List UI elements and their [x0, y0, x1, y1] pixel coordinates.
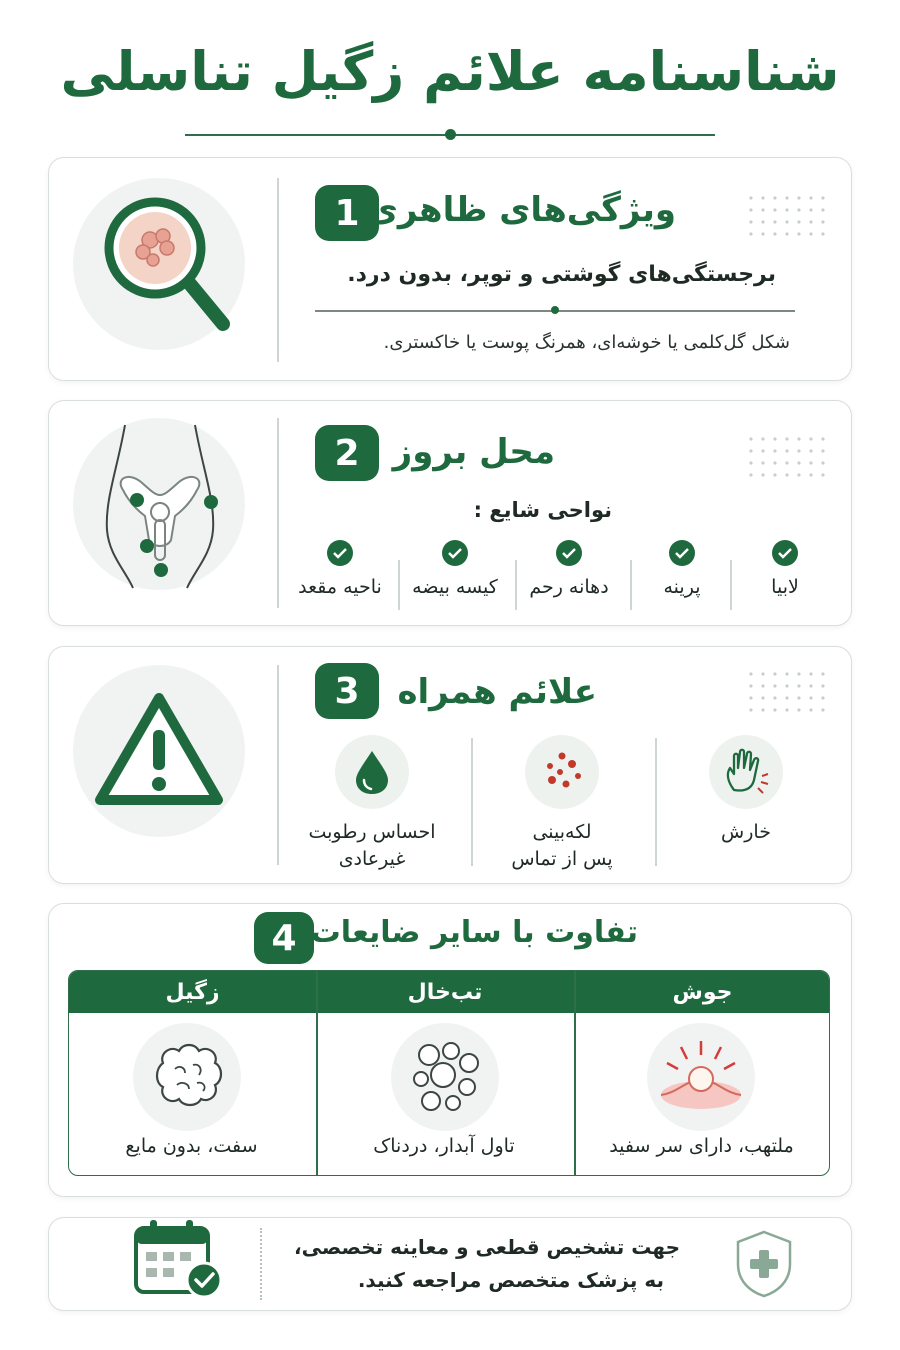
- table-header-cell: زگیل: [165, 979, 220, 1005]
- location-item: لابیا: [730, 540, 840, 598]
- title-divider-dot: [445, 129, 456, 140]
- location-item: ناحیه مقعد: [285, 540, 395, 598]
- section-title: علائم همراه: [397, 672, 597, 712]
- hand-itch-icon: [709, 735, 783, 809]
- section-number-badge: 2: [315, 425, 379, 481]
- appearance-lead-text: برجستگی‌های گوشتی و توپر، بدون درد.: [347, 262, 776, 287]
- calendar-check-icon: [132, 1218, 228, 1304]
- dots-decoration: [745, 433, 829, 483]
- table-cell-description: ملتهب، دارای سر سفید: [609, 1135, 794, 1157]
- section-number-badge: 1: [315, 185, 379, 241]
- check-icon: [442, 540, 468, 566]
- appearance-detail-text: شکل گل‌کلمی یا خوشه‌ای، همرنگ پوست یا خاکستری.: [383, 332, 790, 353]
- dots-decoration: [745, 668, 829, 718]
- symptom-divider: [655, 738, 657, 866]
- symptom-divider: [471, 738, 473, 866]
- page-title: شناسنامه علائم زگیل تناسلی: [60, 40, 840, 103]
- footer-text-line1: جهت تشخیص قطعی و معاینه تخصصی،: [293, 1235, 680, 1259]
- section-number-badge: 3: [315, 663, 379, 719]
- pelvis-icon: [95, 420, 225, 590]
- wart-icon: [133, 1023, 241, 1131]
- magnifier-icon: [95, 192, 235, 342]
- table-cell-description: تاول آبدار، دردناک: [373, 1135, 515, 1157]
- location-item: پرینه: [627, 540, 737, 598]
- section-title: تفاوت با سایر ضایعات: [310, 915, 638, 950]
- section-title: محل بروز: [392, 432, 555, 472]
- check-icon: [556, 540, 582, 566]
- card-divider: [277, 178, 279, 362]
- table-header-cell: تب‌خال: [407, 979, 483, 1005]
- pimple-icon: [647, 1023, 755, 1131]
- check-icon: [772, 540, 798, 566]
- section-title: ویژگی‌های ظاهری: [366, 190, 676, 230]
- check-icon: [327, 540, 353, 566]
- footer-text-line2: به پزشک متخصص مراجعه کنید.: [357, 1268, 664, 1292]
- location-item-divider: [515, 560, 517, 610]
- location-item-divider: [398, 560, 400, 610]
- table-cell-description: سفت، بدون مایع: [125, 1135, 258, 1157]
- card-divider: [277, 418, 279, 608]
- warning-icon: [92, 690, 226, 810]
- blister-icon: [391, 1023, 499, 1131]
- check-icon: [669, 540, 695, 566]
- shield-plus-icon: [733, 1228, 795, 1300]
- spots-icon: [525, 735, 599, 809]
- symptom-item: خارش: [666, 735, 826, 846]
- droplet-icon: [335, 735, 409, 809]
- symptom-item: لکه‌بینی پس از تماس: [482, 735, 642, 873]
- location-subtitle: نواحی شایع :: [473, 498, 612, 522]
- location-item: کیسه بیضه: [400, 540, 510, 598]
- card-divider: [277, 665, 279, 865]
- table-header-cell: جوش: [672, 979, 733, 1005]
- location-item-divider: [630, 560, 632, 610]
- symptom-item: احساس رطوبت غیرعادی: [292, 735, 452, 873]
- dots-decoration: [745, 192, 829, 242]
- section-divider-dot: [551, 306, 559, 314]
- section-number-badge: 4: [254, 912, 314, 964]
- footer-divider: [260, 1228, 262, 1300]
- location-item: دهانه رحم: [514, 540, 624, 598]
